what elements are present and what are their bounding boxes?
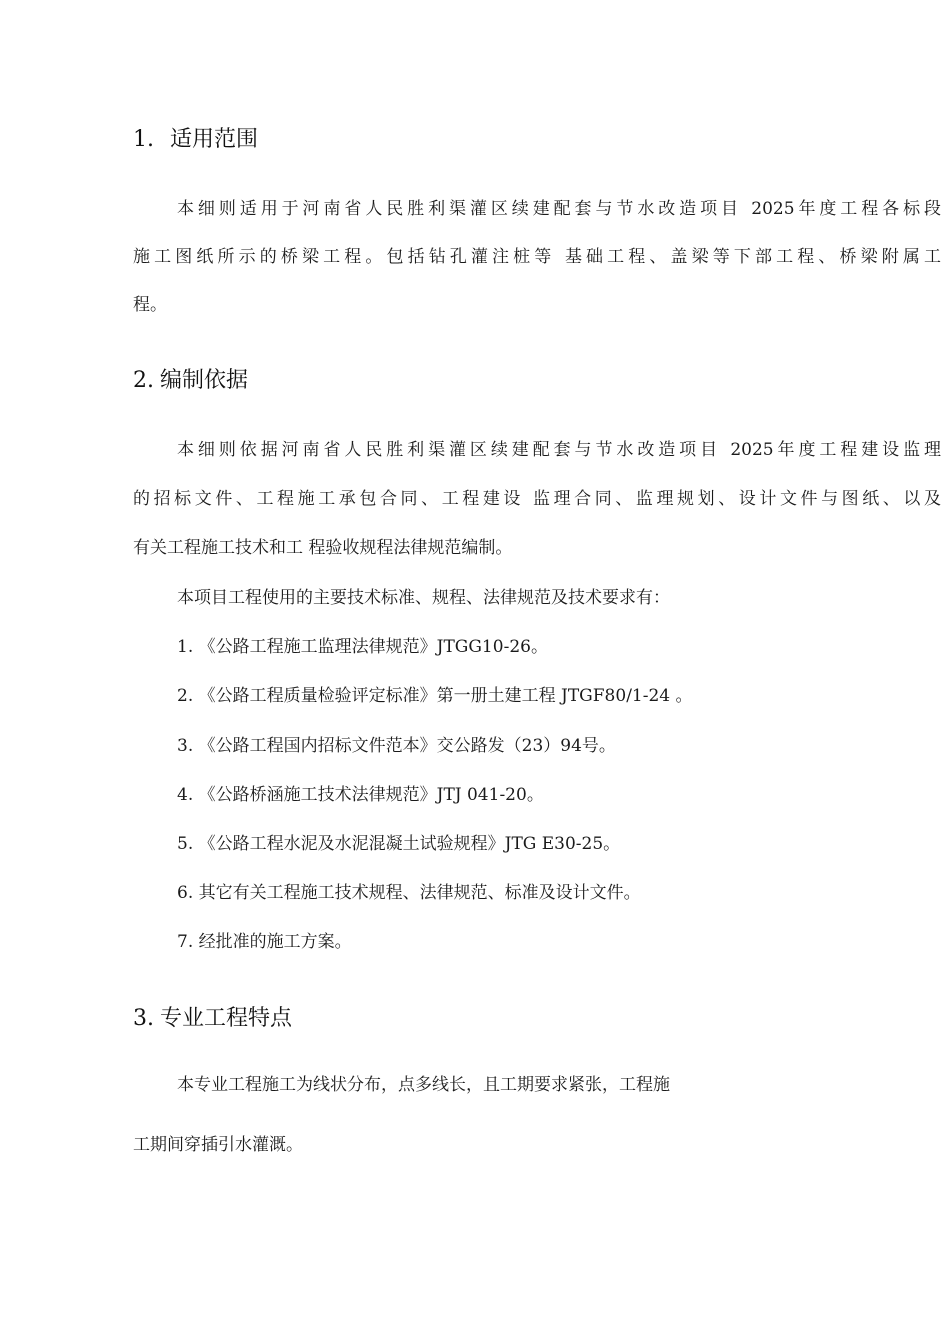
standards-list-item: 6. 其它有关工程施工技术规程、法律规范、标准及设计文件。	[177, 883, 641, 903]
section-1-number: 1.	[133, 127, 154, 152]
section-2-heading	[133, 366, 248, 396]
section-3-title: 专业工程特点	[160, 1006, 293, 1031]
section-3-heading	[133, 1004, 292, 1034]
section-2-paragraph-line-3: 有关工程施工技术和工 程验收规程法律规范编制。	[133, 538, 513, 558]
section-2-title: 编制依据	[160, 368, 249, 393]
standards-list-item: 2. 《公路工程质量检验评定标准》第一册土建工程 JTGF80/1-24 。	[177, 686, 693, 706]
section-2-paragraph-line-2: 的招标文件、工程施工承包合同、工程建设 监理合同、监理规划、设计文件与图纸、以及	[133, 489, 941, 509]
section-2-intro: 本项目工程使用的主要技术标准、规程、法律规范及技术要求有：	[177, 588, 670, 608]
section-1-paragraph-line-1: 本细则适用于河南省人民胜利渠灌区续建配套与节水改造项目 2025年度工程各标段	[177, 199, 941, 219]
standards-list-item: 7. 经批准的施工方案。	[177, 932, 352, 952]
standards-list-item: 3. 《公路工程国内招标文件范本》交公路发（23）94号。	[177, 736, 616, 756]
section-1-paragraph-line-3: 程。	[133, 295, 167, 315]
section-2-paragraph-line-1: 本细则依据河南省人民胜利渠灌区续建配套与节水改造项目 2025年度工程建设监理	[177, 440, 941, 460]
section-1-heading	[133, 125, 258, 155]
standards-list-item: 5. 《公路工程水泥及水泥混凝土试验规程》JTG E30-25。	[177, 834, 621, 854]
section-1-paragraph-line-2: 施工图纸所示的桥梁工程。包括钻孔灌注桩等 基础工程、盖梁等下部工程、桥梁附属工	[133, 247, 941, 267]
section-2-number: 2.	[133, 368, 154, 393]
standards-list-item: 4. 《公路桥涵施工技术法律规范》JTJ 041-20。	[177, 785, 544, 805]
standards-list-item: 1. 《公路工程施工监理法律规范》JTGG10-26。	[177, 637, 548, 657]
section-3-paragraph-line-2: 工期间穿插引水灌溉。	[133, 1135, 303, 1155]
section-1-title: 适用范围	[170, 127, 259, 152]
section-3-paragraph-line-1: 本专业工程施工为线状分布，点多线长，且工期要求紧张，工程施	[177, 1075, 670, 1095]
section-3-number: 3.	[133, 1006, 154, 1031]
